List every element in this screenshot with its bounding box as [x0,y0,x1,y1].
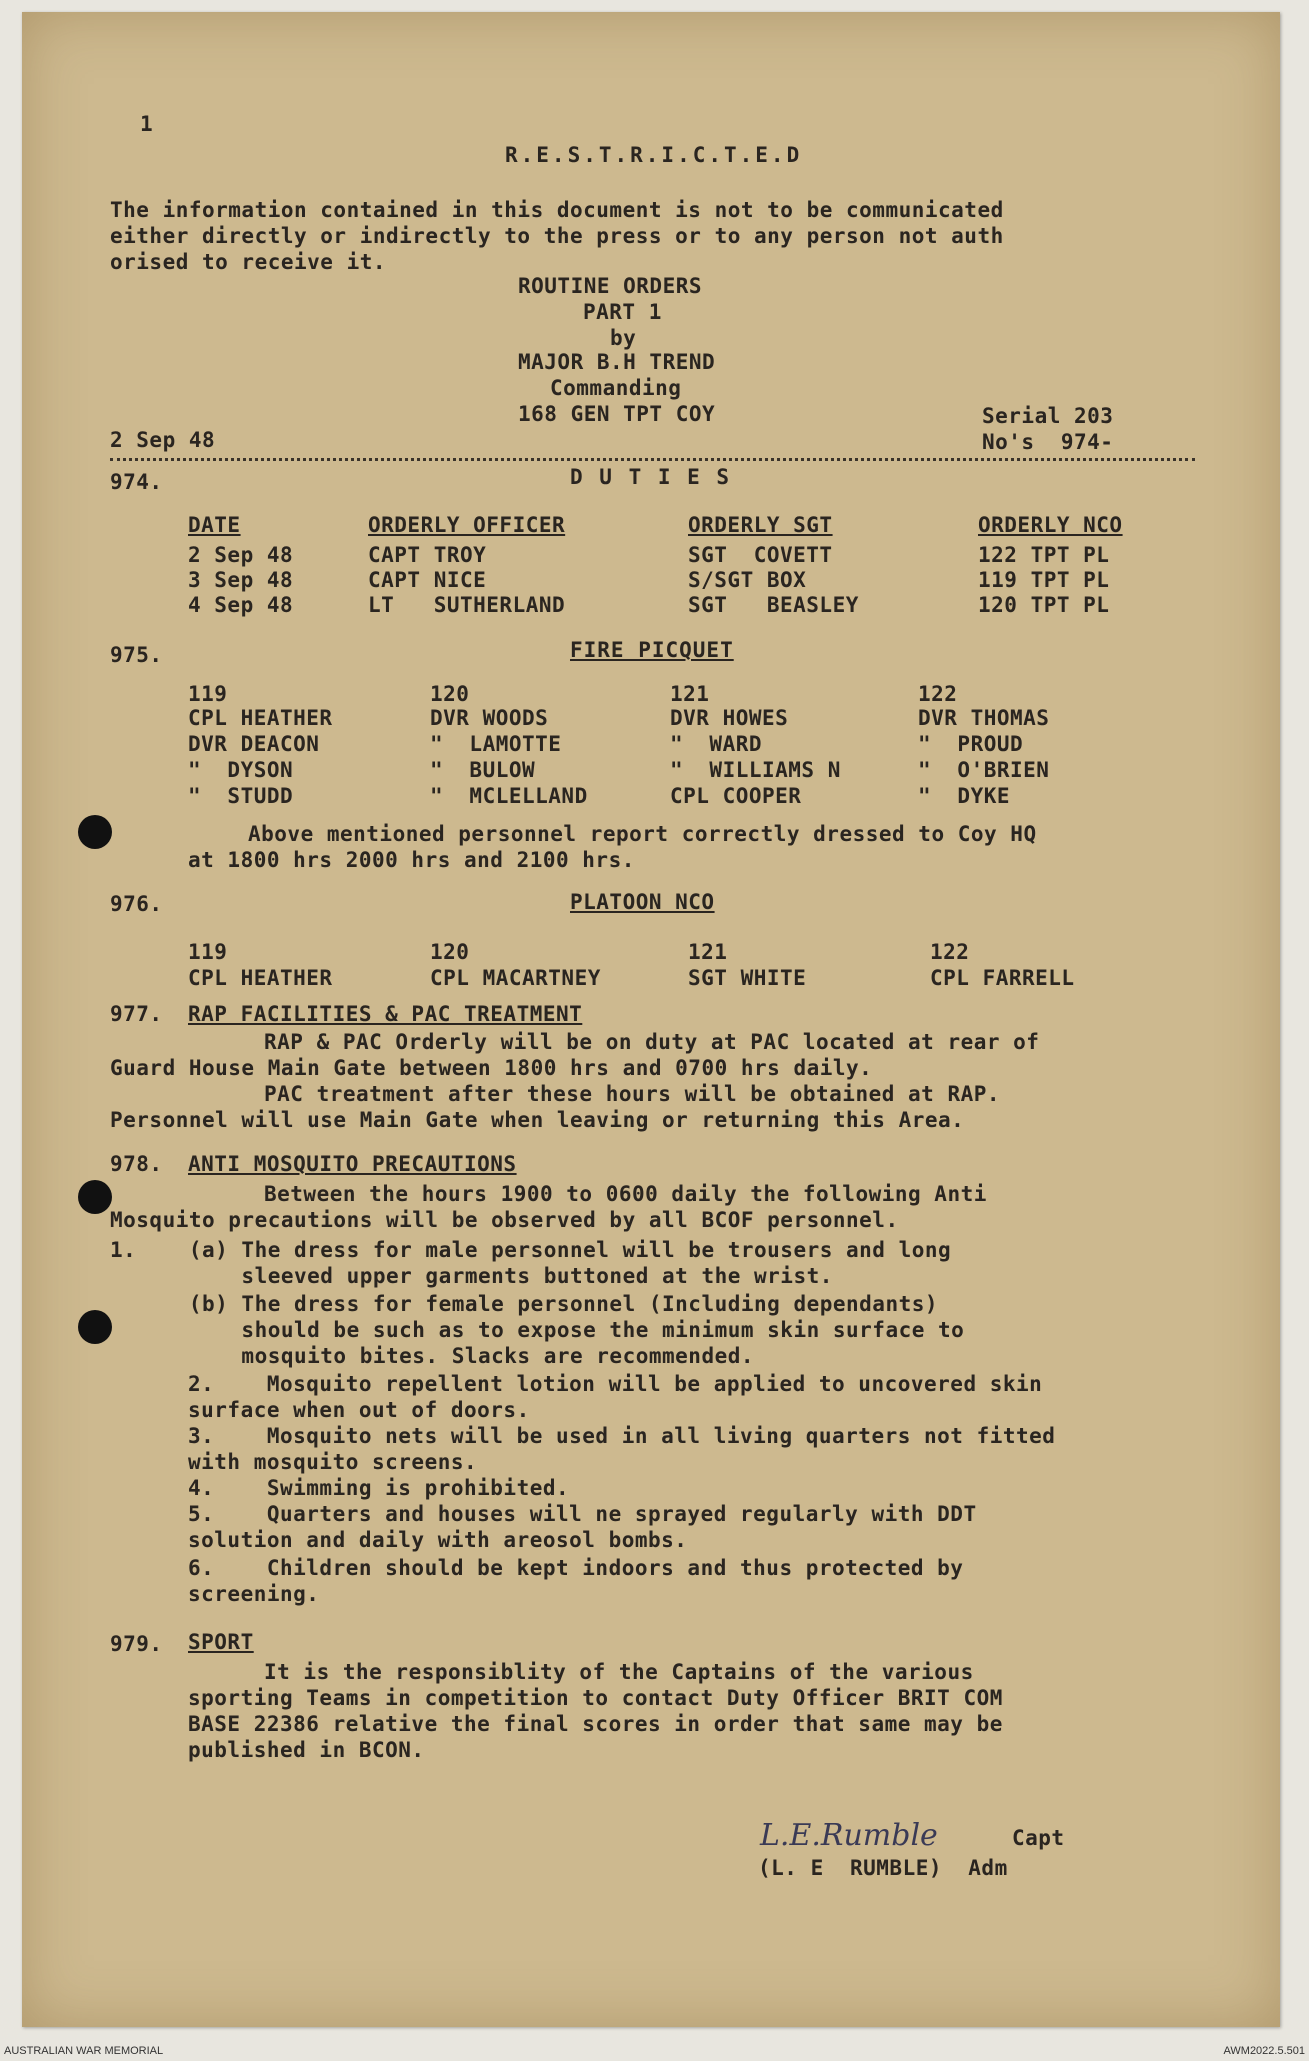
notice-line: orised to receive it. [110,250,387,274]
order-date: 2 Sep 48 [110,428,216,452]
picquet-name: " DYKE [918,784,1011,808]
picquet-name: CPL HEATHER [188,706,333,730]
platoon-number: 121 [670,682,710,706]
body-line: sleeved upper garments buttoned at the wrist. [110,1264,833,1288]
nco-name: CPL HEATHER [188,966,333,990]
body-line: Guard House Main Gate between 1800 hrs and 0700 hrs daily. [110,1056,873,1080]
picquet-name: " WILLIAMS N [670,758,841,782]
picquet-name: " STUDD [188,784,294,808]
table-cell: S/SGT BOX [688,568,807,592]
platoon-number: 119 [188,682,228,706]
platoon-number: 119 [188,940,228,964]
picquet-name: " LAMOTTE [430,732,562,756]
table-cell: 119 TPT PL [978,568,1110,592]
serial: Serial 203 [982,404,1114,428]
section-title: FIRE PICQUET [570,638,734,662]
platoon-number: 121 [688,940,728,964]
heading-line: PART 1 [583,300,662,324]
body-line: with mosquito screens. [188,1450,478,1474]
picquet-name: DVR WOODS [430,706,549,730]
table-cell: 3 Sep 48 [188,568,294,592]
footer-source: AUSTRALIAN WAR MEMORIAL [4,2045,164,2057]
body-line: surface when out of doors. [188,1398,530,1422]
picquet-name: " WARD [670,732,763,756]
order-number: 977. [110,1002,163,1026]
body-line: screening. [188,1582,320,1606]
body-line: published in BCON. [188,1738,425,1762]
body-line: Mosquito precautions will be observed by all BCOF personnel. [110,1208,899,1232]
page-mark: 1 [140,112,154,136]
section-title: SPORT [188,1630,254,1654]
body-line: mosquito bites. Slacks are recommended. [110,1344,755,1368]
body-line: Personnel will use Main Gate when leaving or returning this Area. [110,1108,965,1132]
section-title: RAP FACILITIES & PAC TREATMENT [188,1002,583,1026]
table-cell: 2 Sep 48 [188,543,294,567]
picquet-name: DVR DEACON [188,732,320,756]
punch-hole [78,1180,112,1214]
punch-hole [78,815,112,849]
section-title: D U T I E S [570,465,732,489]
notice-line: The information contained in this document is not to be communicated [110,198,1004,222]
signatory-name: (L. E RUMBLE) Adm [758,1856,1008,1880]
column-header: DATE [188,513,241,537]
heading-line: ROUTINE ORDERS [518,274,703,298]
picquet-name: CPL COOPER [670,784,802,808]
table-cell: CAPT NICE [368,568,487,592]
body-line: Above mentioned personnel report correctly dressed to Coy HQ [248,822,1037,846]
classification: R.E.S.T.R.I.C.T.E.D [505,143,803,167]
table-cell: SGT COVETT [688,543,833,567]
body-line: BASE 22386 relative the final scores in order that same may be [188,1712,1003,1736]
body-line: 1. (a) The dress for male personnel will be trousers and long [110,1238,952,1262]
picquet-name: DVR THOMAS [918,706,1050,730]
body-line: RAP & PAC Orderly will be on duty at PAC located at rear of [264,1030,1040,1054]
body-line: solution and daily with areosol bombs. [188,1528,688,1552]
order-number: 976. [110,892,163,916]
platoon-number: 122 [918,682,958,706]
picquet-name: " MCLELLAND [430,784,588,808]
heading-line: MAJOR B.H TREND [518,350,716,374]
column-header: ORDERLY NCO [978,513,1123,537]
body-line: 5. Quarters and houses will ne sprayed regularly with DDT [188,1502,977,1526]
picquet-name: " O'BRIEN [918,758,1050,782]
body-line: It is the responsiblity of the Captains of the various [264,1660,974,1684]
column-header: ORDERLY OFFICER [368,513,566,537]
signature: L.E.Rumble [760,1818,938,1853]
nco-name: CPL MACARTNEY [430,966,601,990]
body-line: Between the hours 1900 to 0600 daily the following Anti [264,1182,987,1206]
picquet-name: " PROUD [918,732,1024,756]
order-number: 979. [110,1632,163,1656]
heading-line: 168 GEN TPT COY [518,402,716,426]
table-cell: SGT BEASLEY [688,593,859,617]
heading-line: by [610,326,637,350]
footer-catalogue-id: AWM2022.5.501 [1223,2045,1305,2057]
body-line: 3. Mosquito nets will be used in all living quarters not fitted [188,1424,1056,1448]
body-line: 2. Mosquito repellent lotion will be applied to uncovered skin [188,1372,1043,1396]
body-line: PAC treatment after these hours will be obtained at RAP. [264,1082,1001,1106]
body-line: at 1800 hrs 2000 hrs and 2100 hrs. [188,848,635,872]
table-cell: 4 Sep 48 [188,593,294,617]
order-number: 975. [110,643,163,667]
platoon-number: 122 [930,940,970,964]
platoon-number: 120 [430,682,470,706]
body-line: sporting Teams in competition to contact Duty Officer BRIT COM [188,1686,1003,1710]
column-header: ORDERLY SGT [688,513,833,537]
punch-hole [78,1310,112,1344]
order-number: 974. [110,470,163,494]
body-line: should be such as to expose the minimum skin surface to [110,1318,965,1342]
notice-line: either directly or indirectly to the press or to any person not auth [110,224,1004,248]
body-line: 4. Swimming is prohibited. [188,1476,570,1500]
order-number: 978. [110,1152,163,1176]
table-cell: LT SUTHERLAND [368,593,566,617]
dotted-divider [110,458,1195,461]
picquet-name: " BULOW [430,758,536,782]
platoon-number: 120 [430,940,470,964]
section-title: ANTI MOSQUITO PRECAUTIONS [188,1152,517,1176]
signatory-rank: Capt [1012,1826,1065,1850]
heading-line: Commanding [550,376,682,400]
table-cell: CAPT TROY [368,543,487,567]
nos: No's 974- [982,430,1114,454]
picquet-name: " DYSON [188,758,294,782]
section-title: PLATOON NCO [570,890,715,914]
table-cell: 122 TPT PL [978,543,1110,567]
nco-name: CPL FARRELL [930,966,1075,990]
body-line: (b) The dress for female personnel (Including dependants) [110,1292,939,1316]
body-line: 6. Children should be kept indoors and thus protected by [188,1556,964,1580]
picquet-name: DVR HOWES [670,706,789,730]
table-cell: 120 TPT PL [978,593,1110,617]
nco-name: SGT WHITE [688,966,807,990]
